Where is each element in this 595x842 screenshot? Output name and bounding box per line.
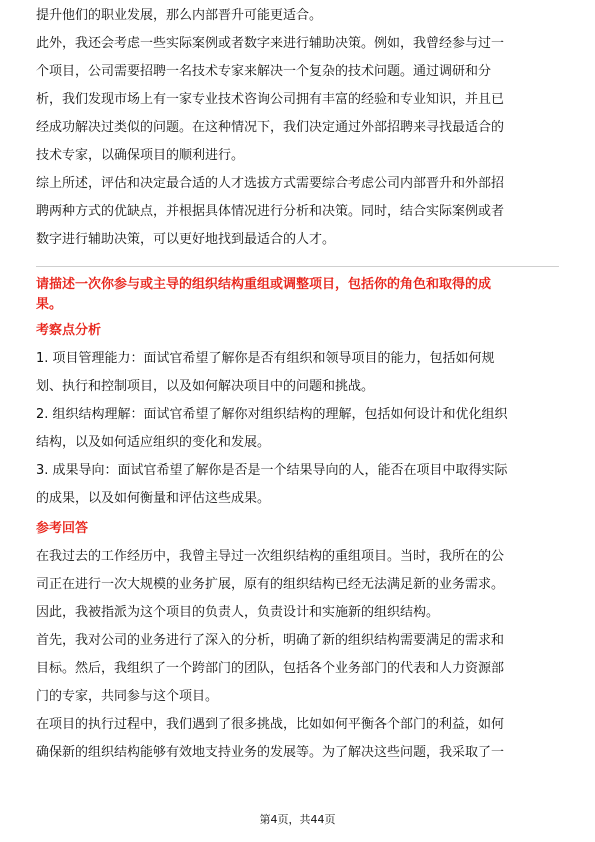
analysis-heading: 考察点分析 [36, 323, 102, 338]
text-line: 析，我们发现市场上有一家专业技术咨询公司拥有丰富的经验和专业知识，并且已 [36, 92, 505, 107]
text-line: 经成功解决过类似的问题。在这种情况下，我们决定通过外部招聘来寻找最适合的 [36, 120, 505, 135]
text-line: 司正在进行一次大规模的业务扩展，原有的组织结构已经无法满足新的业务需求。 [36, 577, 505, 592]
text-line: 确保新的组织结构能够有效地支持业务的发展等。为了解决这些问题，我采取了一 [36, 745, 505, 760]
text-line: 个项目，公司需要招聘一名技术专家来解决一个复杂的技术问题。通过调研和分 [36, 64, 492, 79]
page-number: 第4页，共44页 [259, 813, 336, 826]
list-item-line: 2. 组织结构理解：面试官希望了解你对组织结构的理解，包括如何设计和优化组织 [36, 407, 508, 422]
intro-section [36, 0, 559, 254]
analysis-section [36, 321, 559, 513]
list-item-line: 结构，以及如何适应组织的变化和发展。 [36, 435, 271, 450]
list-item-line: 3. 成果导向：面试官希望了解你是否是一个结果导向的人，能否在项目中取得实际 [36, 463, 508, 478]
question-line: 请描述一次你参与或主导的组织结构重组或调整项目，包括你的角色和取得的成 [36, 277, 492, 292]
answer-heading: 参考回答 [36, 521, 89, 536]
text-line: 在我过去的工作经历中，我曾主导过一次组织结构的重组项目。当时，我所在的公 [36, 549, 505, 564]
text-line: 首先，我对公司的业务进行了深入的分析，明确了新的组织结构需要满足的需求和 [36, 633, 505, 648]
question-line: 果。 [36, 297, 63, 312]
text-line: 技术专家，以确保项目的顺利进行。 [36, 148, 245, 163]
text-line: 此外，我还会考虑一些实际案例或者数字来进行辅助决策。例如，我曾经参与过一 [36, 36, 505, 51]
document-page [36, 0, 559, 767]
text-line: 综上所述，评估和决定最合适的人才选拔方式需要综合考虑公司内部晋升和外部招 [36, 176, 505, 191]
text-line: 数字进行辅助决策，可以更好地找到最适合的人才。 [36, 232, 336, 247]
question-block [36, 275, 559, 315]
text-line: 门的专家，共同参与这个项目。 [36, 689, 219, 704]
text-line: 目标。然后，我组织了一个跨部门的团队，包括各个业务部门的代表和人力资源部 [36, 661, 505, 676]
text-line: 聘两种方式的优缺点，并根据具体情况进行分析和决策。同时，结合实际案例或者 [36, 204, 505, 219]
text-line: 提升他们的职业发展，那么内部晋升可能更适合。 [36, 8, 323, 23]
section-divider [36, 266, 559, 267]
list-item-line: 的成果，以及如何衡量和评估这些成果。 [36, 491, 271, 506]
list-item-line: 划、执行和控制项目，以及如何解决项目中的问题和挑战。 [36, 379, 375, 394]
text-line: 在项目的执行过程中，我们遇到了很多挑战，比如如何平衡各个部门的利益，如何 [36, 717, 505, 732]
text-line: 因此，我被指派为这个项目的负责人，负责设计和实施新的组织结构。 [36, 605, 440, 620]
answer-section [36, 519, 559, 767]
list-item-line: 1. 项目管理能力：面试官希望了解你是否有组织和领导项目的能力，包括如何规 [36, 351, 495, 366]
